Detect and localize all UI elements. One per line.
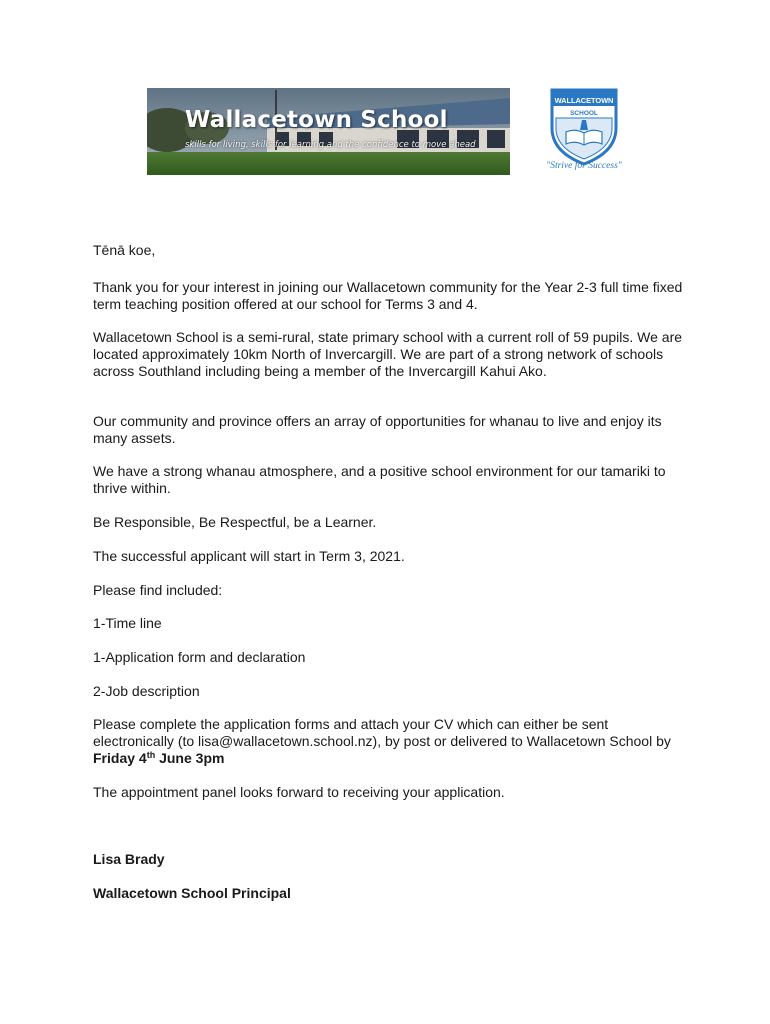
deadline-time: June 3pm — [155, 750, 225, 766]
paragraph-interest: Thank you for your interest in joining our Wallacetown community for the Year 2-3 full time fixed term teaching position offered at our school for Terms 3 and 4. — [93, 279, 683, 312]
paragraph-school-info: Wallacetown School is a semi-rural, state primary school with a current roll of 59 pupils. We are located approximately 10km North of Invercargill. We are part of a strong network of schools across Southland including being a member of the Invercargill Kahui Ako. — [93, 329, 683, 379]
paragraph-instructions — [93, 716, 683, 767]
signature-name: Lisa Brady — [93, 851, 165, 867]
signature-title: Wallacetown School Principal — [93, 885, 291, 901]
school-motto: "Strive for Success" — [546, 161, 622, 171]
paragraph-values: Be Responsible, Be Respectful, be a Learner. — [93, 514, 377, 530]
school-crest-logo — [546, 88, 622, 166]
crest-name: WALLACETOWN — [554, 96, 614, 105]
paragraph-included: Please find included: — [93, 582, 223, 598]
school-banner-image — [147, 88, 510, 175]
instructions-text: Please complete the application forms and attach your CV which can either be sent electronically (to lisa@wallacetown.school.nz), by post or delivered to Wallacetown School by — [93, 716, 671, 749]
paragraph-community: Our community and province offers an array of opportunities for whanau to live and enjoy its many assets. — [93, 413, 662, 446]
deadline-ordinal: th — [146, 750, 156, 760]
paragraph-atmosphere: We have a strong whanau atmosphere, and a positive school environment for our tamariki to thrive within. — [93, 463, 666, 496]
list-item-job-description: 2-Job description — [93, 683, 200, 699]
list-item-timeline: 1-Time line — [93, 615, 162, 631]
greeting: Tēnā koe, — [93, 242, 156, 258]
deadline-day: Friday 4 — [93, 750, 147, 766]
banner-tagline: skills for living, skills for learning and the confidence to move ahead — [185, 140, 476, 150]
banner-title: Wallacetown School — [185, 107, 448, 133]
crest-school-label: SCHOOL — [570, 110, 598, 117]
paragraph-closing: The appointment panel looks forward to receiving your application. — [93, 784, 505, 800]
list-item-application-form: 1-Application form and declaration — [93, 649, 306, 665]
paragraph-start-date: The successful applicant will start in Term 3, 2021. — [93, 548, 405, 564]
